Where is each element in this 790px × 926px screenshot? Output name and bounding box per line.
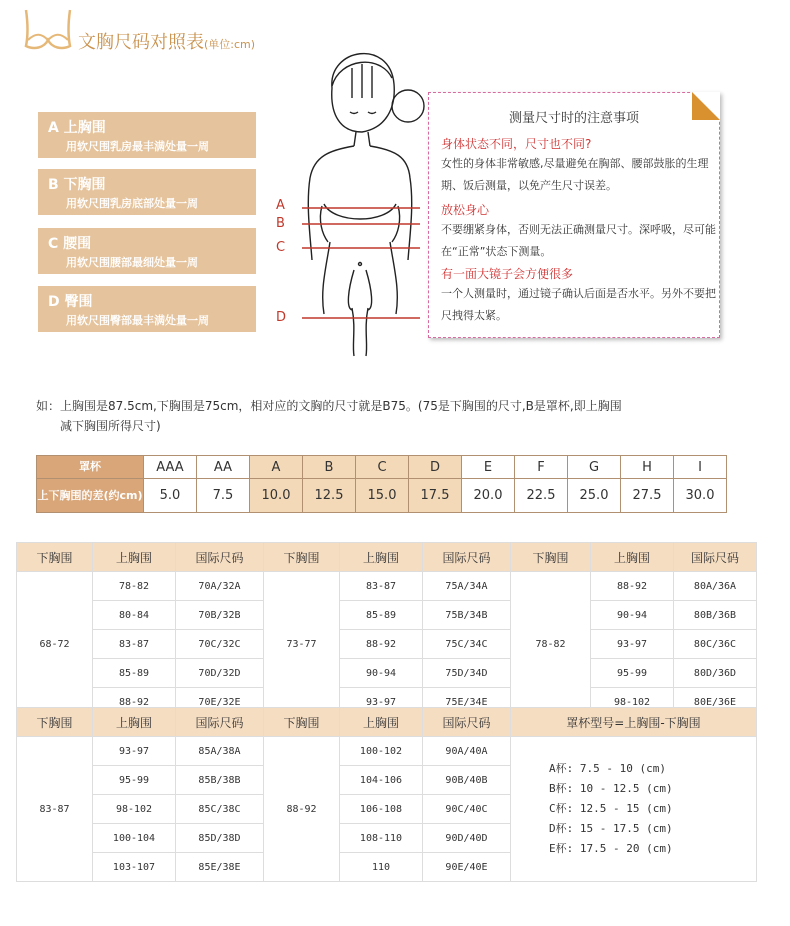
upper-bust-cell: 93-97 bbox=[340, 688, 423, 717]
upper-bust-cell: 100-102 bbox=[340, 737, 423, 766]
cup-rule: A杯: 7.5 - 10 (cm) bbox=[549, 762, 666, 775]
header-upper-bust: 上胸围 bbox=[591, 543, 674, 572]
intl-size-cell: 70C/32C bbox=[176, 630, 264, 659]
intl-size-cell: 80A/36A bbox=[674, 572, 757, 601]
intl-size-cell: 85C/38C bbox=[176, 795, 264, 824]
diff-row bbox=[37, 479, 727, 513]
header-intl-size: 国际尺码 bbox=[423, 708, 511, 737]
example-line-2: 减下胸围所得尺寸) bbox=[60, 419, 161, 433]
diff-cell: 25.0 bbox=[568, 479, 621, 513]
intl-size-cell: 80E/36E bbox=[674, 688, 757, 717]
upper-bust-cell: 98-102 bbox=[93, 795, 176, 824]
header-upper-bust: 上胸围 bbox=[340, 708, 423, 737]
header-under-bust: 下胸围 bbox=[17, 543, 93, 572]
intl-size-cell: 85E/38E bbox=[176, 853, 264, 882]
upper-bust-cell: 88-92 bbox=[591, 572, 674, 601]
diff-cell: 5.0 bbox=[144, 479, 197, 513]
intl-size-cell: 90B/40B bbox=[423, 766, 511, 795]
header-upper-bust: 上胸围 bbox=[340, 543, 423, 572]
bra-logo-icon bbox=[22, 6, 74, 54]
table-row bbox=[17, 659, 757, 688]
upper-bust-cell: 85-89 bbox=[93, 659, 176, 688]
header-intl-size: 国际尺码 bbox=[176, 543, 264, 572]
notes-title: 测量尺寸时的注意事项 bbox=[508, 111, 639, 126]
upper-bust-cell: 106-108 bbox=[340, 795, 423, 824]
upper-bust-cell: 88-92 bbox=[340, 630, 423, 659]
note-heading-3: 有一面大镜子会方便很多 bbox=[441, 267, 574, 281]
intl-size-cell: 90D/40D bbox=[423, 824, 511, 853]
upper-bust-cell: 78-82 bbox=[93, 572, 176, 601]
diff-cell: 17.5 bbox=[409, 479, 462, 513]
cup-cell: C bbox=[356, 456, 409, 479]
intl-size-cell: 80B/36B bbox=[674, 601, 757, 630]
upper-bust-cell: 93-97 bbox=[591, 630, 674, 659]
diff-cell: 10.0 bbox=[250, 479, 303, 513]
figure-label-d: D bbox=[276, 310, 287, 325]
diff-cell: 27.5 bbox=[621, 479, 674, 513]
cup-rule: E杯: 17.5 - 20 (cm) bbox=[549, 842, 673, 855]
table-header-row bbox=[17, 708, 757, 737]
cup-rules-cell bbox=[511, 737, 757, 882]
intl-size-cell: 75B/34B bbox=[423, 601, 511, 630]
under-bust-cell: 78-82 bbox=[511, 572, 591, 717]
cup-cell: E bbox=[462, 456, 515, 479]
measure-b-desc: 用软尺围乳房底部处量一周 bbox=[66, 197, 198, 210]
upper-bust-cell: 83-87 bbox=[93, 630, 176, 659]
body-figure-illustration bbox=[270, 28, 440, 358]
header-under-bust: 下胸围 bbox=[264, 708, 340, 737]
cup-cell: D bbox=[409, 456, 462, 479]
upper-bust-cell: 88-92 bbox=[93, 688, 176, 717]
measure-c-desc: 用软尺围腰部最细处量一周 bbox=[66, 256, 198, 269]
upper-bust-cell: 104-106 bbox=[340, 766, 423, 795]
upper-bust-cell: 90-94 bbox=[340, 659, 423, 688]
size-example-text bbox=[36, 396, 756, 436]
table-row bbox=[17, 601, 757, 630]
note-text-1: 女性的身体非常敏感,尽量避免在胸部、腰部鼓胀的生理期、饭后测量，以免产生尺寸误差。 bbox=[441, 157, 709, 192]
cup-rule: C杯: 12.5 - 15 (cm) bbox=[549, 802, 673, 815]
header-intl-size: 国际尺码 bbox=[423, 543, 511, 572]
table-header-row bbox=[17, 543, 757, 572]
diff-row-label: 上下胸围的差(约cm) bbox=[37, 479, 144, 513]
cup-rule: B杯: 10 - 12.5 (cm) bbox=[549, 782, 673, 795]
diff-cell: 30.0 bbox=[674, 479, 727, 513]
size-table-group-2 bbox=[16, 707, 757, 882]
diff-cell: 12.5 bbox=[303, 479, 356, 513]
cup-difference-table bbox=[36, 455, 727, 513]
intl-size-cell: 85A/38A bbox=[176, 737, 264, 766]
intl-size-cell: 75A/34A bbox=[423, 572, 511, 601]
header-intl-size: 国际尺码 bbox=[176, 708, 264, 737]
intl-size-cell: 70A/32A bbox=[176, 572, 264, 601]
figure-label-b: B bbox=[276, 216, 285, 231]
page-title: 文胸尺码对照表(单位:cm) bbox=[78, 32, 256, 53]
under-bust-cell: 73-77 bbox=[264, 572, 340, 717]
diff-cell: 7.5 bbox=[197, 479, 250, 513]
figure-label-a: A bbox=[276, 198, 285, 213]
measure-b-box bbox=[38, 169, 256, 215]
cup-cell: F bbox=[515, 456, 568, 479]
unit-label: (单位:cm) bbox=[204, 38, 256, 51]
under-bust-cell: 88-92 bbox=[264, 737, 340, 882]
upper-bust-cell: 83-87 bbox=[340, 572, 423, 601]
diff-cell: 22.5 bbox=[515, 479, 568, 513]
cup-rule: D杯: 15 - 17.5 (cm) bbox=[549, 822, 673, 835]
intl-size-cell: 80C/36C bbox=[674, 630, 757, 659]
measure-d-desc: 用软尺围臀部最丰满处量一周 bbox=[66, 314, 209, 327]
cup-cell: B bbox=[303, 456, 356, 479]
upper-bust-cell: 98-102 bbox=[591, 688, 674, 717]
upper-bust-cell: 93-97 bbox=[93, 737, 176, 766]
size-table-group-1 bbox=[16, 542, 757, 717]
upper-bust-cell: 95-99 bbox=[93, 766, 176, 795]
intl-size-cell: 70E/32E bbox=[176, 688, 264, 717]
intl-size-cell: 80D/36D bbox=[674, 659, 757, 688]
measure-a-title: A 上胸围 bbox=[48, 120, 106, 136]
measure-c-title: C 腰围 bbox=[48, 236, 92, 252]
intl-size-cell: 75D/34D bbox=[423, 659, 511, 688]
under-bust-cell: 83-87 bbox=[17, 737, 93, 882]
upper-bust-cell: 110 bbox=[340, 853, 423, 882]
header-under-bust: 下胸围 bbox=[264, 543, 340, 572]
intl-size-cell: 85B/38B bbox=[176, 766, 264, 795]
intl-size-cell: 85D/38D bbox=[176, 824, 264, 853]
cup-cell: I bbox=[674, 456, 727, 479]
intl-size-cell: 90E/40E bbox=[423, 853, 511, 882]
note-text-2: 不要绷紧身体，否则无法正确测量尺寸。深呼吸，尽可能在“正常”状态下测量。 bbox=[441, 223, 716, 258]
example-line-1: 如：上胸围是87.5cm,下胸围是75cm，相对应的文胸的尺寸就是B75。(75是下胸围的尺寸,B是罩杯,即上胸围 bbox=[36, 399, 622, 413]
header-under-bust: 下胸围 bbox=[511, 543, 591, 572]
measurement-notes-box bbox=[428, 92, 720, 338]
cup-cell: H bbox=[621, 456, 674, 479]
intl-size-cell: 90A/40A bbox=[423, 737, 511, 766]
intl-size-cell: 90C/40C bbox=[423, 795, 511, 824]
intl-size-cell: 70D/32D bbox=[176, 659, 264, 688]
header-upper-bust: 上胸围 bbox=[93, 543, 176, 572]
note-heading-2: 放松身心 bbox=[441, 203, 490, 217]
cup-row bbox=[37, 456, 727, 479]
header-intl-size: 国际尺码 bbox=[674, 543, 757, 572]
diff-cell: 15.0 bbox=[356, 479, 409, 513]
upper-bust-cell: 80-84 bbox=[93, 601, 176, 630]
measure-d-title: D 臀围 bbox=[48, 294, 93, 310]
cup-cell: AA bbox=[197, 456, 250, 479]
intl-size-cell: 75E/34E bbox=[423, 688, 511, 717]
measure-c-box bbox=[38, 228, 256, 274]
cup-cell: G bbox=[568, 456, 621, 479]
table-row bbox=[17, 630, 757, 659]
under-bust-cell: 68-72 bbox=[17, 572, 93, 717]
table-row bbox=[17, 572, 757, 601]
measure-b-title: B 下胸围 bbox=[48, 177, 106, 193]
measure-a-box bbox=[38, 112, 256, 158]
cup-cell: AAA bbox=[144, 456, 197, 479]
upper-bust-cell: 103-107 bbox=[93, 853, 176, 882]
header-under-bust: 下胸围 bbox=[17, 708, 93, 737]
upper-bust-cell: 100-104 bbox=[93, 824, 176, 853]
intl-size-cell: 75C/34C bbox=[423, 630, 511, 659]
note-heading-1: 身体状态不同，尺寸也不同? bbox=[441, 137, 592, 151]
upper-bust-cell: 108-110 bbox=[340, 824, 423, 853]
diff-cell: 20.0 bbox=[462, 479, 515, 513]
measure-a-desc: 用软尺围乳房最丰满处量一周 bbox=[66, 140, 209, 153]
cup-rule-title: 罩杯型号=上胸围-下胸围 bbox=[511, 708, 757, 737]
cup-row-label: 罩杯 bbox=[37, 456, 144, 479]
figure-label-c: C bbox=[276, 240, 286, 255]
upper-bust-cell: 90-94 bbox=[591, 601, 674, 630]
header-upper-bust: 上胸围 bbox=[93, 708, 176, 737]
intl-size-cell: 70B/32B bbox=[176, 601, 264, 630]
upper-bust-cell: 85-89 bbox=[340, 601, 423, 630]
measure-d-box bbox=[38, 286, 256, 332]
note-text-3: 一个人测量时，通过镜子确认后面是否水平。另外不要把尺拽得太紧。 bbox=[441, 287, 716, 322]
table-row bbox=[17, 737, 757, 766]
upper-bust-cell: 95-99 bbox=[591, 659, 674, 688]
cup-cell: A bbox=[250, 456, 303, 479]
